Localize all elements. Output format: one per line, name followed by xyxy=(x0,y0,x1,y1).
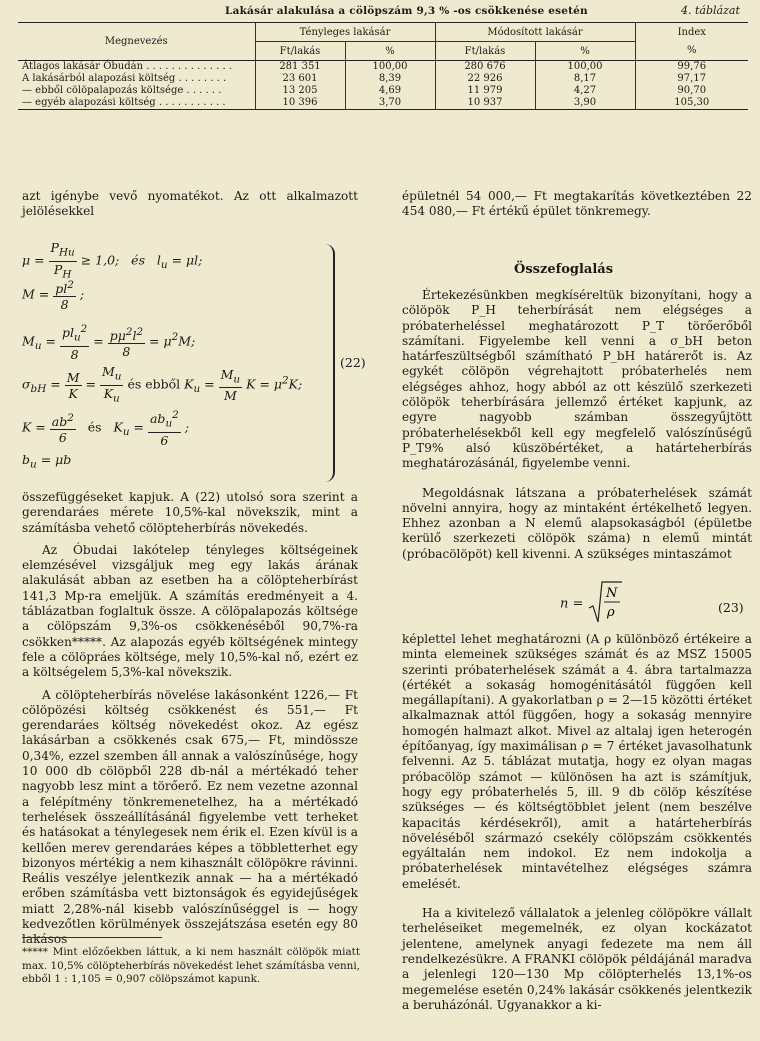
cell: 4,27 xyxy=(535,85,635,97)
cell: 99,76 xyxy=(635,61,748,74)
cell: 105,30 xyxy=(635,97,748,110)
right-body-1 xyxy=(402,288,752,562)
cell: 280 676 xyxy=(435,61,535,74)
cell: 13 205 xyxy=(255,85,345,97)
row-label: A lakásárból alapozási költség . . . . . . . . xyxy=(22,73,227,84)
left-intro: azt igénybe vevő nyomatékot. Az ott alkalmazott jelölésekkel xyxy=(22,189,358,219)
equation-23-number: (23) xyxy=(718,600,744,615)
header-index: Index xyxy=(635,23,748,42)
header-modified: Módosított lakásár xyxy=(435,23,635,42)
svg-text:N: N xyxy=(605,586,617,601)
table-row xyxy=(18,97,748,110)
cell: 100,00 xyxy=(535,61,635,74)
cell: 8,17 xyxy=(535,73,635,85)
header-ft-actual: Ft/lakás xyxy=(255,42,345,61)
cell: 100,00 xyxy=(345,61,435,74)
right-top: épületnél 54 000,— Ft megtakarítás következtében 22 454 080,— Ft értékű épület tönkremegy. xyxy=(402,189,752,219)
paragraph: A cölöpteherbírás növelése lakásonként 1226,— Ft cölöpözési költség csökkenést és 551,— Ft gerendaráes költség növekedést okoz. Az egész lakásárban a csökkenés csak 675,— Ft, mindössze 0,34%, ezzel szemben áll annak a valószínűsége, hogy 10 000 db cölöpből 228 db-nál a mértékadó teher nagyobb lesz mint a törőerő. Ez nem vezetne azonnal a felépítmény tönkremenetelhez, ha a mértékadó terhelések összeállításánál figyelembe vett terheket és hatásokat a ténylegesek nem érik el. Ezen kívül is a kellően merev gerendaráes képes a többletterhet egy bizonyos mértékig a nem kihasznált cölöpökre rávinni. Reális veszélye jelentkezik annak — ha a mértékadó erőben számításba vett biztonságok és egyidejűségek miatt 2,28%-nál kisebb valószínűséggel is — hogy kedvezőtlen körülmények összejátszása esetén egy 80 lakásos xyxy=(22,687,358,947)
cell: 10 396 xyxy=(255,97,345,110)
equation-brace xyxy=(325,244,335,482)
row-label: — egyéb alapozási költség . . . . . . . . . . . xyxy=(18,97,255,110)
paragraph: Az Óbudai lakótelep tényleges költségeinek elemzésével vizsgáljuk meg egy lakás árának alakulását abban az esetben ha a cölöpteherbírást 141,3 Mp-ra emeljük. A számítás eredményeit a 4. táblázatban foglaltuk össze. A cölöpalapozás költsége a cölöpszám 9,3%-os csökkenéséből 90,7%-ra csökken*****. Az alapozás egyéb költségének mintegy fele a cölöpráes költsége, mely 10,5%-kal nő, ezért ez a költségelem 5,3%-kal növekszik. xyxy=(22,542,358,680)
table-row xyxy=(18,85,748,97)
table-caption: Lakásár alakulása a cölöpszám 9,3 % -os csökkenése esetén xyxy=(225,5,588,17)
cell: 23 601 xyxy=(255,73,345,85)
cell: 3,90 xyxy=(535,97,635,110)
footnote-rule xyxy=(22,937,162,938)
table-row xyxy=(18,61,748,74)
equation-23: n = N ρ xyxy=(560,580,622,628)
row-label: — ebből cölöpalapozás költsége . . . . . . xyxy=(22,85,222,96)
paragraph: Megoldásnak látszana a próbaterhelések számát növelni annyira, hogy az mintaként értékelhető legyen. Ehhez azonban a N elemű alapsokaságból (épületbe kerülő szerkezeti cölöpök száma) n elemű mintát (próbacölöpöt) kell kivenni. A szükséges mintaszámot xyxy=(402,485,752,561)
header-name: Megnevezés xyxy=(18,23,255,61)
cell: 11 979 xyxy=(435,85,535,97)
paragraph: Értekezésünkben megkíséreltük bizonyítani, hogy a cölöpök P_H teherbírását nem elégséges a próbaterheléssel meghatározott P_T törőerőből számítani. Figyelembe kell venni a σ_bH beton határfeszültségből számítható P_bH határerőt is. Az egykét cölöpön végrehajtott próbaterhelés nem elégséges ahhoz, hogy abból az ott készülő szerkezeti cölöpök teherbírására jellemző értéket kapjunk, az egyre nagyobb számban összegyűjtött próbaterhelésekből kell egy megfelelő valószínűségű P_T9% alsó küszöbértéket, a határteherbírás meghatározásánál, figyelembe venni. xyxy=(402,288,752,471)
svg-text:ρ: ρ xyxy=(606,605,615,620)
cell: 10 937 xyxy=(435,97,535,110)
cell: 8,39 xyxy=(345,73,435,85)
header-index-pct: % xyxy=(635,42,748,61)
header-pct-actual: % xyxy=(345,42,435,61)
equation-22-number: (22) xyxy=(340,355,366,370)
right-body-2 xyxy=(402,632,752,1013)
cell: 3,70 xyxy=(345,97,435,110)
footnote: ***** Mint előzőekben láttuk, a ki nem használt cölöpök miatt max. 10,5% cölöpteherbírás növekedést lehet számításba venni, ebből 1 : 1,105 = 0,907 cölöpszámot kapunk. xyxy=(22,946,360,985)
cell: 281 351 xyxy=(255,61,345,74)
cell: 97,17 xyxy=(635,73,748,85)
cell: 4,69 xyxy=(345,85,435,97)
cell: 22 926 xyxy=(435,73,535,85)
paragraph: összefüggéseket kapjuk. A (22) utolsó sora szerint a gerendaráes mérete 10,5%-kal növekszik, mint a számításba vehető cölöpteherbírás növekedés. xyxy=(22,490,358,535)
table-row xyxy=(18,73,748,85)
paragraph: Ha a kivitelező vállalatok a jelenleg cölöpökre vállalt terheléseiket megemelnék, ez olyan kockázatot jelentene, amelynek anyagi fedezete ma nem áll rendelkezésükre. A FRANKI cölöpök példájánál maradva a jelenlegi 120—130 Mp cölöpterhelés 13,1%-os megemelése esetén 0,24% lakásár csökkenés jelentkezik a beruházónál. Ugyanakkor a ki- xyxy=(402,906,752,1012)
paragraph: képlettel lehet meghatározni (A ρ különböző értékeire a minta elemeinek szükséges számát és az MSZ 15005 szerinti próbaterhelések számát a 4. ábra tartalmazza (értékét a sokaság homogénitásától függően kell megállapítani). A gyakorlatban ρ = 2—15 közötti értéket alkalmaznak attól függően, hogy a sokaság mennyire homogén halmazt alkot. Mivel az altalaj igen heterogén építőanyag, így maximálisan ρ = 7 értéket javasolhatunk felvenni. Az 5. táblázat mutatja, hogy ez olyan magas próbacölöp számot — különösen ha azt is számítjuk, hogy egy próbaterhelés 5, ill. 9 db cölöp készítése szükséges — és költségtöbblet jelent (nem beszélve kapacitás kérdésekről), amit a határteherbírás növeléséből származó csekély cölöpszám csökkentés egyáltalán nem indokol. Ez nem indokolja a próbaterhelések mintavételhez elégséges számra emelését. xyxy=(402,632,752,891)
header-pct-modified: % xyxy=(535,42,635,61)
section-heading: Összefoglalás xyxy=(514,262,614,277)
header-actual: Tényleges lakásár xyxy=(255,23,435,42)
header-ft-modified: Ft/lakás xyxy=(435,42,535,61)
table-number: 4. táblázat xyxy=(681,4,740,17)
cell: 90,70 xyxy=(635,85,748,97)
row-label: Átlagos lakásár Óbudán . . . . . . . . . . . . . . xyxy=(22,61,233,72)
left-body xyxy=(22,490,358,948)
cost-table xyxy=(18,22,748,110)
